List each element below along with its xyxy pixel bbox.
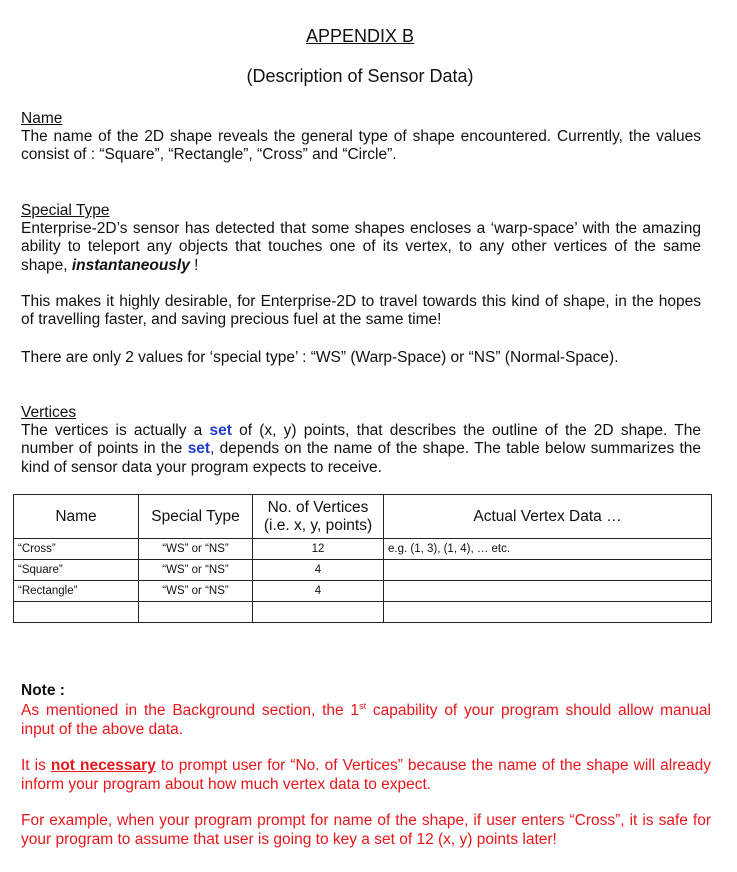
table-cell [14, 602, 139, 623]
table-header-row [14, 495, 712, 539]
note-paragraph-1: As mentioned in the Background section, the 1st capability of your program should allow manual input of the above data. [21, 700, 711, 738]
table-cell [384, 602, 712, 623]
table-row [14, 581, 712, 602]
table-cell: “WS” or “NS” [139, 539, 253, 560]
table-cell [384, 581, 712, 602]
table-cell: “Cross” [14, 539, 139, 560]
table-cell: “Square” [14, 560, 139, 581]
name-heading: Name [21, 110, 63, 127]
table-cell: e.g. (1, 3), (1, 4), … etc. [384, 539, 712, 560]
note-paragraph-2: It is not necessary to prompt user for “No. of Vertices” because the name of the shape will already inform your program about how much vertex data to expect. [21, 757, 712, 793]
page-title: APPENDIX B [305, 26, 415, 46]
table-cell: “WS” or “NS” [139, 560, 253, 581]
table-cell [253, 602, 384, 623]
page-subtitle: (Description of Sensor Data) [246, 66, 474, 86]
vertices-paragraph: The vertices is actually a set of (x, y) points, that describes the outline of the 2D shape. The number of points in the set, depends on the name of the shape. The table below summarizes the kind of sensor data your program expects to receive. [21, 422, 701, 476]
name-paragraph: The name of the 2D shape reveals the general type of shape encountered. Currently, the values consist of : “Square”, “Rectangle”, “Cross” and “Circle”. [21, 128, 701, 164]
table-cell [384, 560, 712, 581]
special-type-paragraph-3: There are only 2 values for ‘special type’ : “WS” (Warp-Space) or “NS” (Normal-Space). [21, 349, 619, 366]
table-header-vertex-data: Actual Vertex Data … [384, 495, 712, 539]
set-emphasis: set [209, 422, 232, 439]
not-necessary-emphasis: not necessary [50, 757, 156, 774]
instantaneously-emphasis: instantaneously [71, 256, 190, 274]
table-header-name: Name [14, 495, 139, 539]
special-type-paragraph-2: This makes it highly desirable, for Enterprise-2D to travel towards this kind of shape, in the hopes of travelling faster, and saving precious fuel at the same time! [21, 293, 701, 329]
table-row [14, 560, 712, 581]
table-header-special-type: Special Type [139, 495, 253, 539]
sensor-data-table [13, 494, 712, 623]
table-cell: 4 [253, 560, 384, 581]
special-type-heading: Special Type [21, 202, 110, 219]
table-cell: “Rectangle” [14, 581, 139, 602]
table-row [14, 602, 712, 623]
table-cell: 12 [253, 539, 384, 560]
special-type-paragraph-1: Enterprise-2D’s sensor has detected that some shapes encloses a ‘warp-space’ with the amazing ability to teleport any objects that touches one of its vertex, to any other vertices of the same shape, instantaneously ! [21, 220, 701, 274]
table-cell: 4 [253, 581, 384, 602]
table-row [14, 539, 712, 560]
table-cell: “WS” or “NS” [139, 581, 253, 602]
table-header-vertex-count: No. of Vertices (i.e. x, y, points) [253, 495, 384, 539]
note-paragraph-3: For example, when your program prompt for name of the shape, if user enters “Cross”, it is safe for your program to assume that user is going to key a set of 12 (x, y) points later! [21, 812, 711, 848]
table-cell [139, 602, 253, 623]
set-emphasis: set [187, 440, 211, 458]
vertices-heading: Vertices [21, 404, 77, 421]
note-heading: Note : [21, 682, 65, 699]
